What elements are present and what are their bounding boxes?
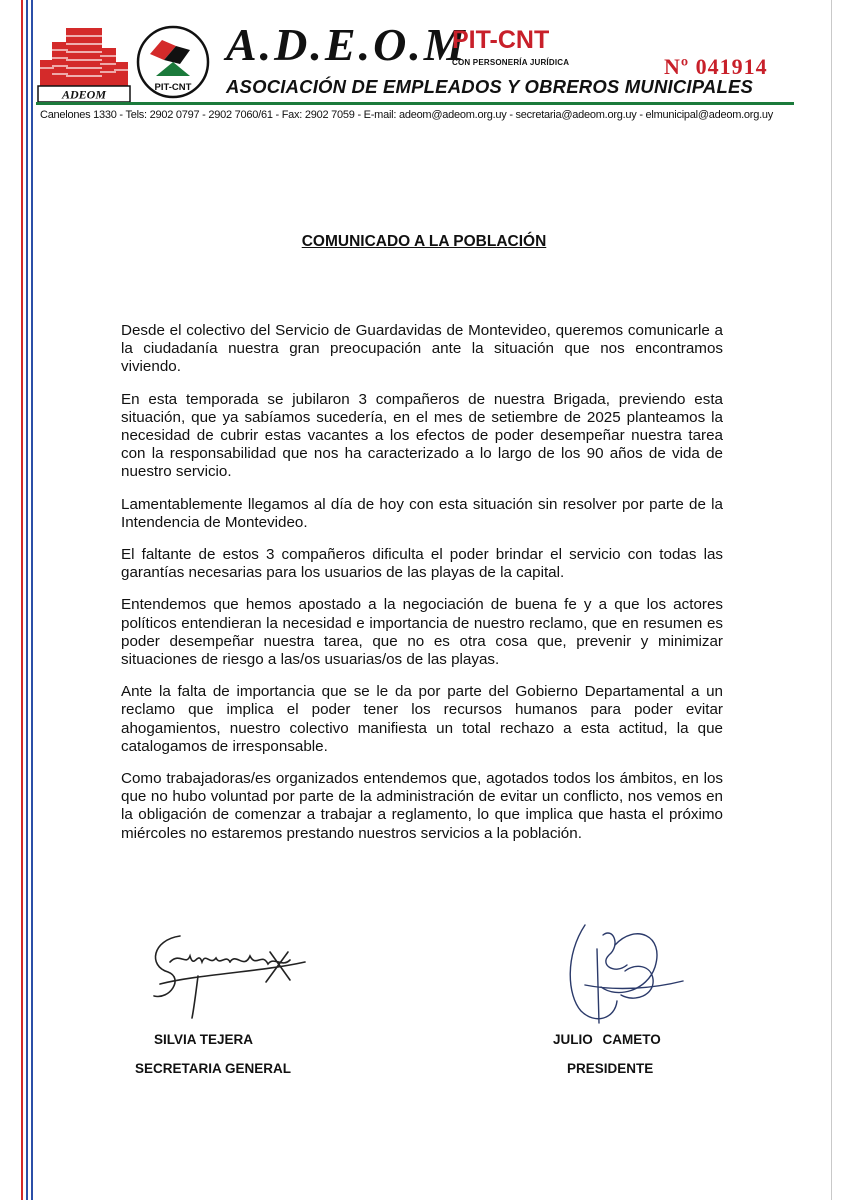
paragraph: En esta temporada se jubilaron 3 compañeros de nuestra Brigada, previendo esta situación, que ya sabíamos sucedería, en el mes de setiembre de 2025 planteamos la necesidad de cubrir estas vacantes a los efectos de poder desempeñar nuestra tarea con la responsabilidad que nos ha caracterizado a lo largo de los 90 años de vida de nuestro servicio. [121, 390, 723, 481]
paragraph: Entendemos que hemos apostado a la negociación de buena fe y a que los actores políticos entendieran la necesidad e importancia de nuestro reclamo, que en resumen es poder desempeñar nuestra tarea, que no es otra cosa que, prevenir y minimizar situaciones de riesgo a las/os usuarias/os de las playas. [121, 596, 723, 669]
adeom-logo-text: ADEOM [61, 87, 107, 102]
signer-role-2: PRESIDENTE [567, 1061, 654, 1076]
paragraph: Lamentablemente llegamos al día de hoy con esta situación sin resolver por parte de la Intendencia de Montevideo. [121, 495, 723, 531]
number-label: Nº [664, 54, 690, 79]
right-page-edge [831, 0, 832, 1200]
left-blue-border [26, 0, 28, 1200]
signer-name-1: SILVIA TEJERA [154, 1032, 254, 1047]
pit-cnt-logo-label: PIT-CNT [154, 82, 192, 93]
number-value: 041914 [695, 54, 768, 79]
left-red-border [21, 0, 23, 1200]
signer-role-1: SECRETARIA GENERAL [135, 1061, 292, 1076]
pit-cnt-logo [134, 24, 212, 104]
document-number [664, 54, 768, 80]
paragraph: Desde el colectivo del Servicio de Guardavidas de Montevideo, queremos comunicarle a la ciudadanía nuestra gran preocupación ante la situación que nos encontramos viviendo. [121, 322, 723, 376]
contact-info: Canelones 1330 - Tels: 2902 0797 - 2902 7060/61 - Fax: 2902 7059 - E-mail: adeom@adeom.org.uy - secretaria@adeom.org.uy - elmunicipal@adeom.org.uy [40, 109, 774, 121]
left-blue-border-2 [31, 0, 33, 1200]
adeom-building-logo [36, 24, 132, 106]
legal-status: CON PERSONERÍA JURÍDICA [452, 58, 570, 67]
header-divider [36, 102, 794, 105]
body-text [121, 322, 723, 857]
signature-image-1 [140, 922, 310, 1022]
brand-name: A.D.E.O.M [226, 19, 468, 70]
paragraph: Como trabajadoras/es organizados entendemos que, agotados todos los ámbitos, en los que no hubo voluntad por parte de la administración de evitar un conflicto, nos vemos en la obligación de comenzar a trabajar a reglamento, lo que implica que hasta el próximo miércoles no estaremos prestando nuestros servicios a la población. [121, 770, 723, 842]
organization-name: ASOCIACIÓN DE EMPLEADOS Y OBREROS MUNICIPALES [226, 76, 754, 97]
page-title: COMUNICADO A LA POBLACIÓN [301, 233, 547, 250]
union-name: PIT-CNT [452, 26, 550, 54]
paragraph: Ante la falta de importancia que se le da por parte del Gobierno Departamental a un reclamo que implica el poder tener los recursos humanos para poder evitar ahogamientos, nuestro colectivo manifiesta un total rechazo a esta actitud, la que catalogamos de irresponsable. [121, 683, 723, 755]
signer-name-2: JULIO CAMETO [553, 1032, 661, 1047]
signature-image-2 [555, 915, 695, 1030]
paragraph: El faltante de estos 3 compañeros dificulta el poder brindar el servicio con todas las garantías necesarias para los usuarios de las playas de la capital. [121, 546, 723, 582]
